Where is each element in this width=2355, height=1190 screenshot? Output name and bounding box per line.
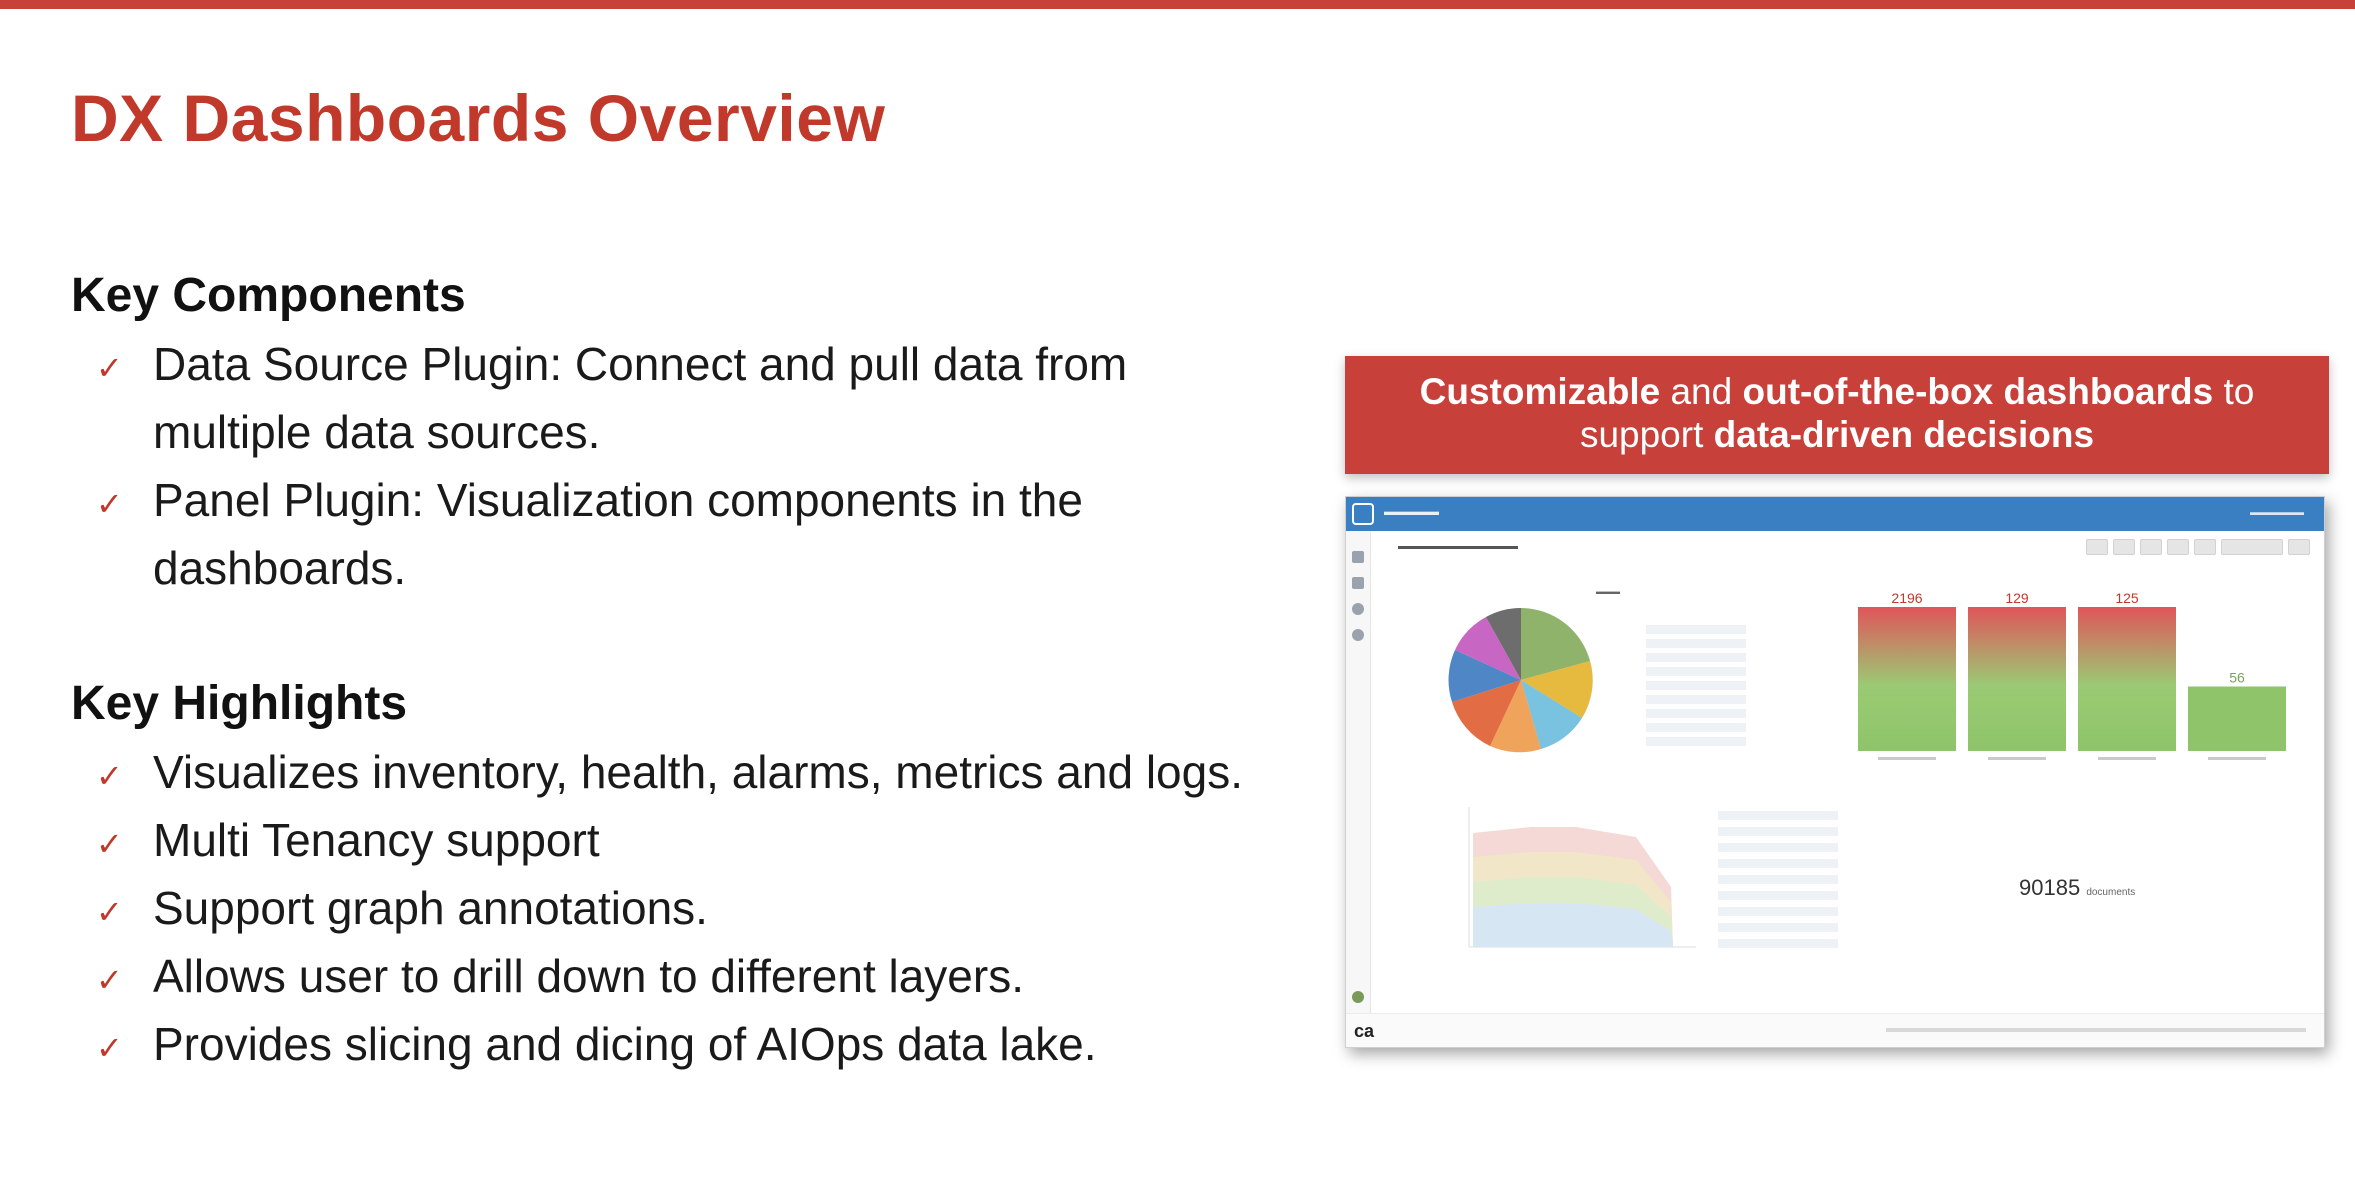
section-heading-key-highlights: Key Highlights — [71, 677, 408, 730]
ca-logo: ca — [1354, 1021, 1375, 1041]
slide-title: DX Dashboards Overview — [71, 81, 886, 155]
legend-row — [1646, 737, 1746, 746]
dashboard-user: ▬▬▬▬▬▬ — [2250, 507, 2304, 517]
avatar — [1352, 991, 1364, 1003]
key-components-list — [96, 330, 1256, 602]
check-icon: ✓ — [96, 350, 123, 386]
legend-row — [1646, 709, 1746, 718]
bar-value-label: 129 — [2005, 590, 2029, 606]
dashboard-subtitle: ▬▬▬▬▬▬▬▬▬▬▬▬ — [1398, 541, 1518, 552]
bar — [1858, 607, 1956, 751]
legend-row — [1718, 923, 1838, 932]
bar-value-label: 2196 — [1891, 590, 1923, 606]
dashboard-header — [1346, 497, 2324, 531]
grid-icon — [1352, 577, 1364, 589]
toolbar-button-icon — [2288, 539, 2310, 555]
bar-category-label — [1988, 757, 2046, 760]
toolbar-button-icon — [2086, 539, 2108, 555]
check-icon: ✓ — [96, 1030, 123, 1066]
toolbar-button-icon — [2167, 539, 2189, 555]
dashboard-toolbar — [2086, 539, 2310, 555]
legend-row — [1646, 653, 1746, 662]
check-icon: ✓ — [96, 894, 123, 930]
legend-row — [1646, 723, 1746, 732]
area-chart — [1451, 797, 1701, 967]
legend-row — [1718, 859, 1838, 868]
legend-row — [1718, 907, 1838, 916]
list-item: ✓ Multi Tenancy support — [96, 806, 1256, 874]
legend-row — [1718, 939, 1838, 948]
list-item: ✓ Visualizes inventory, health, alarms, metrics and logs. — [96, 738, 1256, 806]
legend-row — [1718, 827, 1838, 836]
legend-row — [1646, 695, 1746, 704]
list-item: ✓ Allows user to drill down to different layers. — [96, 942, 1256, 1010]
bar-category-label — [2208, 757, 2266, 760]
bar-chart — [1856, 583, 2312, 773]
plus-icon — [1352, 551, 1364, 563]
list-item: ✓ Panel Plugin: Visualization components in the dashboards. — [96, 466, 1256, 602]
bar — [2078, 607, 2176, 751]
bar-value-label: 56 — [2229, 669, 2245, 686]
bar — [2188, 686, 2286, 751]
list-item: ✓ Provides slicing and dicing of AIOps data lake. — [96, 1010, 1256, 1078]
list-item: ✓ Data Source Plugin: Connect and pull data from multiple data sources. — [96, 330, 1256, 466]
top-accent-bar — [0, 0, 2355, 9]
legend-row — [1718, 811, 1838, 820]
key-highlights-list — [96, 738, 1256, 1078]
legend-row — [1718, 875, 1838, 884]
legend-row — [1646, 625, 1746, 634]
bar-value-label: 125 — [2115, 590, 2139, 606]
compass-icon — [1352, 603, 1364, 615]
check-icon: ✓ — [96, 826, 123, 862]
bar — [1968, 607, 2066, 751]
callout-line-2: support data-driven decisions — [1579, 414, 2095, 455]
pie-panel-title: ▬▬▬ — [1596, 587, 1620, 596]
dashboard-screenshot — [1345, 496, 2325, 1048]
list-item: ✓ Support graph annotations. — [96, 874, 1256, 942]
gear-icon — [1352, 629, 1364, 641]
callout-line-1: Customizable and out-of-the-box dashboards to — [1419, 371, 2255, 412]
legend-row — [1646, 667, 1746, 676]
dashboard-sidebar — [1346, 531, 1371, 1047]
legend-row — [1718, 843, 1838, 852]
toolbar-button-icon — [2140, 539, 2162, 555]
toolbar-button-icon — [2194, 539, 2216, 555]
legend-row — [1646, 639, 1746, 648]
app-logo-icon — [1352, 503, 1374, 525]
time-picker — [2221, 539, 2283, 555]
check-icon: ✓ — [96, 962, 123, 998]
callout-banner — [1345, 356, 2329, 474]
documents-stat: 90185 documents — [2019, 875, 2136, 900]
toolbar-button-icon — [2113, 539, 2135, 555]
dashboard-app-title: ▬▬▬▬▬ — [1384, 506, 1439, 518]
legend-row — [1646, 681, 1746, 690]
dashboard-footer — [1346, 1013, 2324, 1048]
bar-category-label — [2098, 757, 2156, 760]
check-icon: ✓ — [96, 758, 123, 794]
footer-text — [1886, 1028, 2306, 1032]
pie-chart — [1446, 605, 1596, 755]
check-icon: ✓ — [96, 486, 123, 522]
legend-row — [1718, 891, 1838, 900]
bar-category-label — [1878, 757, 1936, 760]
section-heading-key-components: Key Components — [71, 269, 466, 322]
